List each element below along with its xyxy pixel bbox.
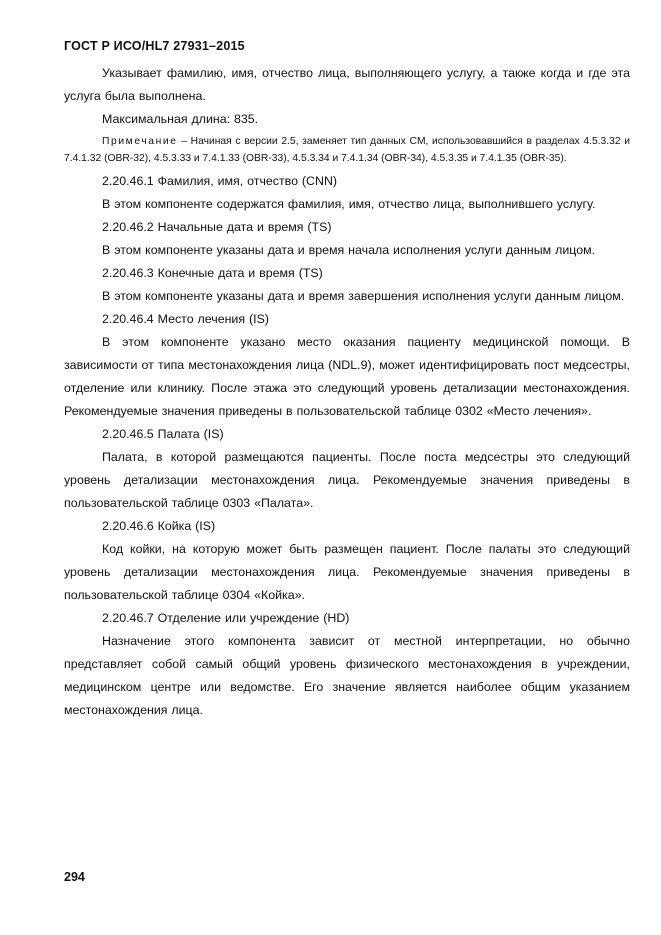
note-label: Примечание: [102, 136, 178, 147]
document-body: [64, 62, 630, 722]
page-number: 294: [64, 870, 85, 884]
section-heading-start-datetime: 2.20.46.2 Начальные дата и время (TS): [102, 220, 332, 234]
standard-designation-header: ГОСТ Р ИСО/HL7 27931–2015: [64, 39, 245, 53]
section-text-start-datetime: В этом компоненте указаны дата и время начала исполнения услуги данным лицом.: [102, 243, 596, 257]
section-text-bed: Код койки, на которую может быть размещен пациент. После палаты это следующий уровень детализации местонахождения лица. Рекомендуемые значения приведены в пользовательской таблице 0304 «Койка».: [64, 542, 630, 602]
section-text-facility: Назначение этого компонента зависит от местной интерпретации, но обычно представляет собой самый общий уровень физического местонахождения в учреждении, медицинском центре или ведомстве. Его значение является наиболее общим указанием местонахождения лица.: [64, 634, 630, 717]
section-text-room: Палата, в которой размещаются пациенты. После поста медсестры это следующий уровень детализации местонахождения лица. Рекомендуемые значения приведены в пользовательской таблице 0303 «Палата».: [64, 450, 630, 510]
section-heading-end-datetime: 2.20.46.3 Конечные дата и время (TS): [102, 266, 323, 280]
section-heading-room: 2.20.46.5 Палата (IS): [102, 427, 224, 441]
intro-paragraph: Указывает фамилию, имя, отчество лица, выполняющего услугу, а также когда и где эта услуга была выполнена.: [64, 66, 630, 103]
note-text: – Начиная с версии 2.5, заменяет тип данных CM, использовавшийся в разделах 4.5.3.32 и 7.4.1.32 (OBR-32), 4.5.3.33 и 7.4.1.33 (OBR-33), 4.5.3.34 и 7.4.1.34 (OBR-34), 4.5.3.35 и 7.4.1.35 (OBR-35).: [64, 136, 630, 164]
section-heading-facility: 2.20.46.7 Отделение или учреждение (HD): [102, 611, 350, 625]
section-heading-point-of-care: 2.20.46.4 Место лечения (IS): [102, 312, 269, 326]
section-text-cnn: В этом компоненте содержатся фамилия, имя, отчество лица, выполнившего услугу.: [102, 197, 596, 211]
section-text-end-datetime: В этом компоненте указаны дата и время завершения исполнения услуги данным лицом.: [102, 289, 625, 303]
section-heading-bed: 2.20.46.6 Койка (IS): [102, 519, 216, 533]
note-paragraph: [64, 131, 630, 170]
section-text-point-of-care: В этом компоненте указано место оказания пациенту медицинской помощи. В зависимости от типа местонахождения лица (NDL.9), может идентифицировать пост медсестры, отделение или клинику. После этажа это следующий уровень детализации местонахождения. Рекомендуемые значения приведены в пользовательской таблице 0302 «Место лечения».: [64, 335, 630, 418]
section-heading-cnn: 2.20.46.1 Фамилия, имя, отчество (CNN): [102, 174, 338, 188]
max-length-paragraph: Максимальная длина: 835.: [102, 112, 259, 126]
